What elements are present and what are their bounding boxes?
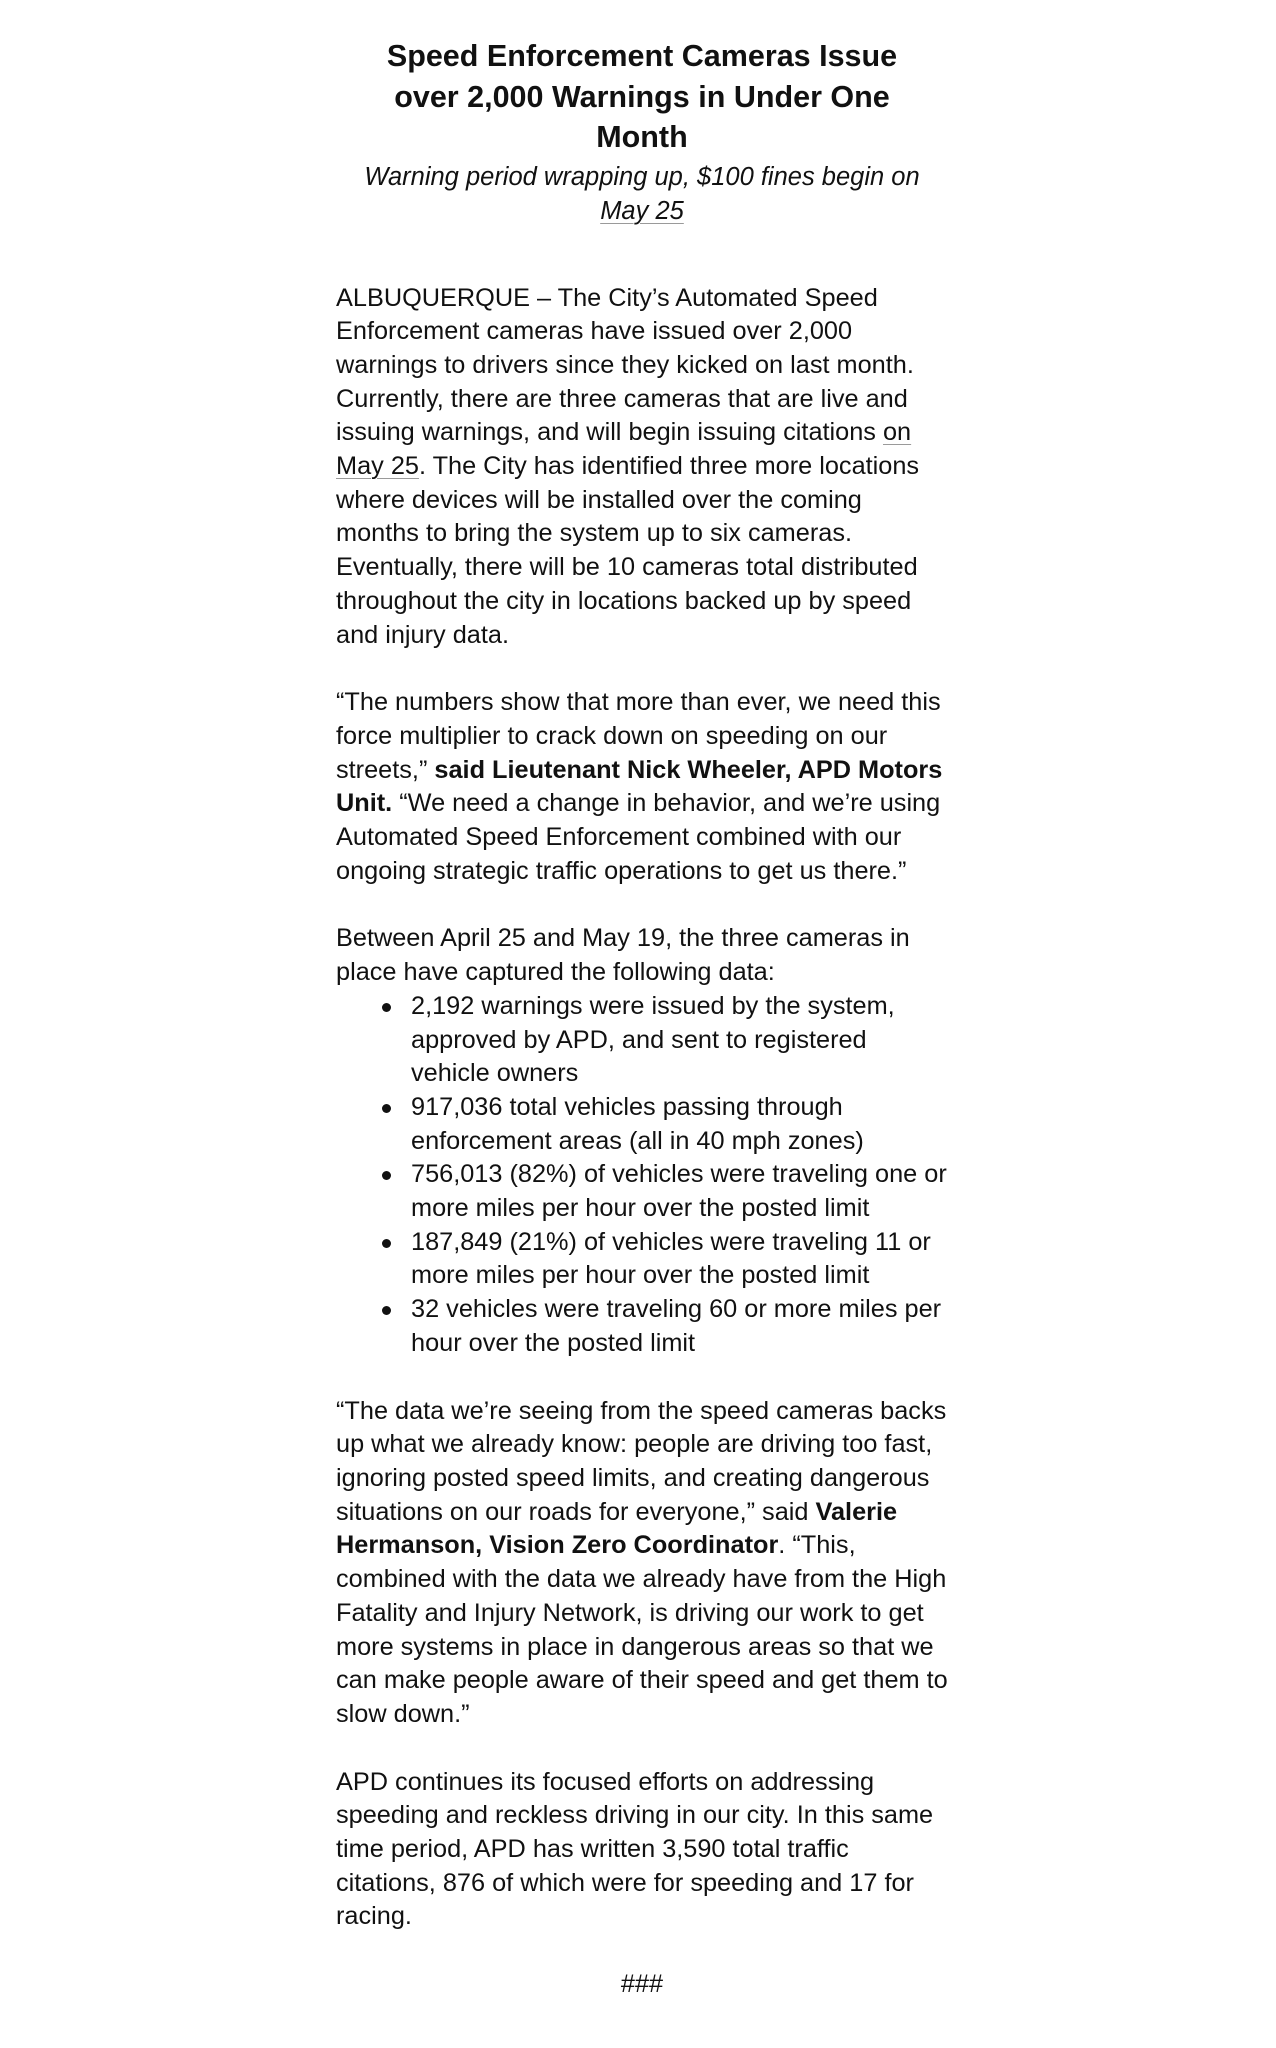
paragraph-quote-hermanson (336, 1395, 948, 1732)
list-item: 917,036 total vehicles passing through enforcement areas (all in 40 mph zones) (411, 1091, 948, 1158)
press-release (336, 36, 948, 2002)
subheadline (336, 160, 948, 228)
subhead-date: May 25 (600, 196, 684, 225)
data-bullet-list (336, 990, 948, 1361)
subhead-text: Warning period wrapping up, $100 fines begin on (364, 162, 920, 191)
list-item: 187,849 (21%) of vehicles were traveling 11 or more miles per hour over the posted limit (411, 1226, 948, 1293)
paragraph-closing: APD continues its focused efforts on addressing speeding and reckless driving in our city. In this same time period, APD has written 3,590 total traffic citations, 876 of which were for speeding and 17 for racing. (336, 1767, 934, 1931)
headline: Speed Enforcement Cameras Issue over 2,000 Warnings in Under One Month (386, 39, 898, 154)
paragraph-quote-wheeler (336, 686, 948, 888)
quote-hermanson-text-1: “The data we’re seeing from the speed cameras backs up what we already know: people are driving too fast, ignoring posted speed limits, and creating dangerous situations on our roads for everyone,” said (336, 1396, 947, 1526)
list-item: 2,192 warnings were issued by the system, approved by APD, and sent to registered vehicle owners (411, 990, 948, 1091)
end-mark: ### (620, 1970, 664, 1999)
quote-wheeler-text-1: “The numbers show that more than ever, we need this force multiplier to crack down on speeding on our streets,” (336, 688, 941, 784)
quote-wheeler-text-2: “We need a change in behavior, and we’re using Automated Speed Enforcement combined with our ongoing strategic traffic operations to get us there.” (336, 789, 941, 885)
paragraph-intro-text-2: . The City has identified three more locations where devices will be installed over the coming months to bring the system up to six cameras. Eventually, there will be 10 cameras total distributed throughout the city in locations backed up by speed and injury data. (336, 452, 920, 649)
paragraph-intro-text-1: ALBUQUERQUE – The City’s Automated Speed Enforcement cameras have issued over 2,000 warnings to drivers since they kicked on last month. Currently, there are three cameras that are live and issuing warnings, and will begin issuing citations (336, 283, 914, 447)
quote-wheeler-attribution: said Lieutenant Nick Wheeler, APD Motors Unit. (336, 755, 943, 818)
paragraph-data-intro: Between April 25 and May 19, the three cameras in place have captured the following data: (336, 924, 910, 987)
paragraph-intro (336, 282, 948, 653)
list-item: 32 vehicles were traveling 60 or more miles per hour over the posted limit (411, 1293, 948, 1360)
quote-hermanson-attribution: Valerie Hermanson, Vision Zero Coordinator (336, 1497, 898, 1560)
list-item: 756,013 (82%) of vehicles were traveling one or more miles per hour over the posted limit (411, 1158, 948, 1225)
paragraph-intro-date: on May 25 (336, 418, 912, 481)
quote-hermanson-text-2: . “This, combined with the data we already have from the High Fatality and Injury Network, is driving our work to get more systems in place in dangerous areas so that we can make people aware of their speed and get them to slow down.” (336, 1531, 948, 1728)
